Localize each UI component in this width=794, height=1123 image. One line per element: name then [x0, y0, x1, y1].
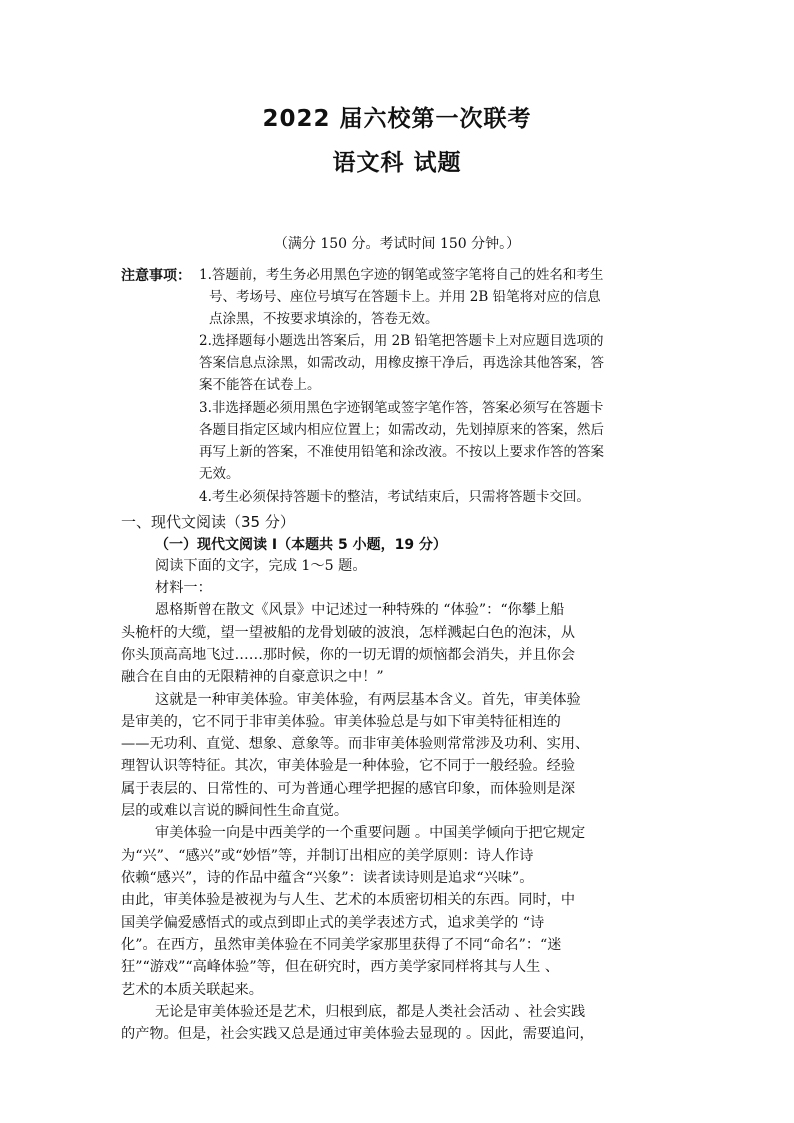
notice-line: 号、考场号、座位号填写在答题卡上。并用 2B 铅笔将对应的信息: [209, 289, 601, 305]
passage-line: 审美体验一向是中西美学的一个重要问题 。中国美学倾向于把它规定: [155, 825, 586, 841]
subsection-heading: （一）现代文阅读 I（本题共 5 小题，19 分）: [155, 537, 447, 553]
notice-line: 4.考生必须保持答题卡的整洁，考试结束后，只需将答题卡交回。: [199, 489, 590, 505]
passage-line: 这就是一种审美体验。审美体验，有两层基本含义。首先，审美体验: [155, 692, 581, 708]
notice-label: 注意事项：: [121, 268, 191, 284]
passage-line: ——无功利、直觉、想象、意象等。而非审美体验则常常涉及功利、实用、: [121, 736, 590, 752]
notice-line: 案不能答在试卷上。: [199, 377, 321, 393]
passage-line: 恩格斯曾在散文《风景》中记述过一种特殊的 “体验”：“你攀上船: [155, 602, 565, 618]
score-time-info: （满分 150 分。考试时间 150 分钟。）: [273, 236, 521, 252]
notice-line: 1.答题前，考生务必用黑色字迹的钢笔或签字笔将自己的姓名和考生: [199, 267, 604, 283]
notice-line: 点涂黑，不按要求填涂的，答卷无效。: [209, 311, 439, 327]
notice-line: 各题目指定区域内相应位置上；如需改动，先划掉原来的答案，然后: [199, 422, 604, 438]
passage-line: 为“兴”、“感兴”或“妙悟”等，并制订出相应的美学原则：诗人作诗: [121, 848, 534, 864]
passage-line: 你头顶高高地飞过……那时候，你的一切无谓的烦恼都会消失，并且你会: [121, 647, 576, 663]
passage-line: 由此，审美体验是被视为与人生、艺术的本质密切相关的东西。同时，中: [121, 892, 576, 908]
passage-line: 化”。在西方，虽然审美体验在不同美学家那里获得了不同“命名”：“迷: [121, 937, 562, 953]
passage-line: 层的或难以言说的瞬间性生命直觉。: [121, 803, 349, 819]
exam-title: 2022 届六校第一次联考: [262, 106, 532, 132]
passage-line: 狂”“游戏”“高峰体验”等，但在研究时，西方美学家同样将其与人生 、: [121, 959, 560, 975]
passage-line: 是审美的，它不同于非审美体验。审美体验总是与如下审美特征相连的: [121, 714, 561, 730]
reading-instruction: 阅读下面的文字，完成 1～5 题。: [155, 558, 367, 574]
notice-line: 3.非选择题必须用黑色字迹钢笔或签字笔作答，答案必须写在答题卡: [199, 400, 604, 416]
passage-line: 的产物。但是，社会实践又总是通过审美体验去显现的 。因此，需要追问，: [121, 1026, 594, 1042]
passage-line: 理智认识等特征。其次，审美体验是一种体验，它不同于一般经验。经验: [121, 758, 576, 774]
notice-line: 再写上新的答案，不准使用铅笔和涂改液。不按以上要求作答的答案: [199, 444, 604, 460]
passage-line: 头桅杆的大缆，望一望被船的龙骨划破的波浪，怎样溅起白色的泡沫，从: [121, 625, 576, 641]
notice-line: 无效。: [199, 466, 240, 482]
passage-line: 依赖“感兴”，诗的作品中蕴含“兴象”：读者读诗则是追求“兴味”。: [121, 870, 534, 886]
passage-line: 无论是审美体验还是艺术，归根到底，都是人类社会活动 、社会实践: [155, 1004, 586, 1020]
material-label: 材料一：: [155, 580, 212, 596]
exam-subtitle: 语文科 试题: [332, 150, 462, 176]
passage-line: 国美学偏爱感悟式的或点到即止式的美学表述方式，追求美学的 “诗: [121, 915, 545, 931]
passage-line: 属于表层的、日常性的、可为普通心理学把握的感官印象，而体验则是深: [121, 781, 576, 797]
notice-line: 答案信息点涂黑，如需改动，用橡皮擦干净后，再选涂其他答案，答: [199, 355, 604, 371]
section-heading: 一、现代文阅读（35 分）: [121, 513, 295, 531]
passage-line: 艺术的本质关联起来。: [121, 982, 263, 998]
passage-line: 融合在自由的无限精神的自豪意识之中！”: [121, 669, 384, 685]
notice-line: 2.选择题每小题选出答案后，用 2B 铅笔把答题卡上对应题目选项的: [199, 333, 604, 349]
